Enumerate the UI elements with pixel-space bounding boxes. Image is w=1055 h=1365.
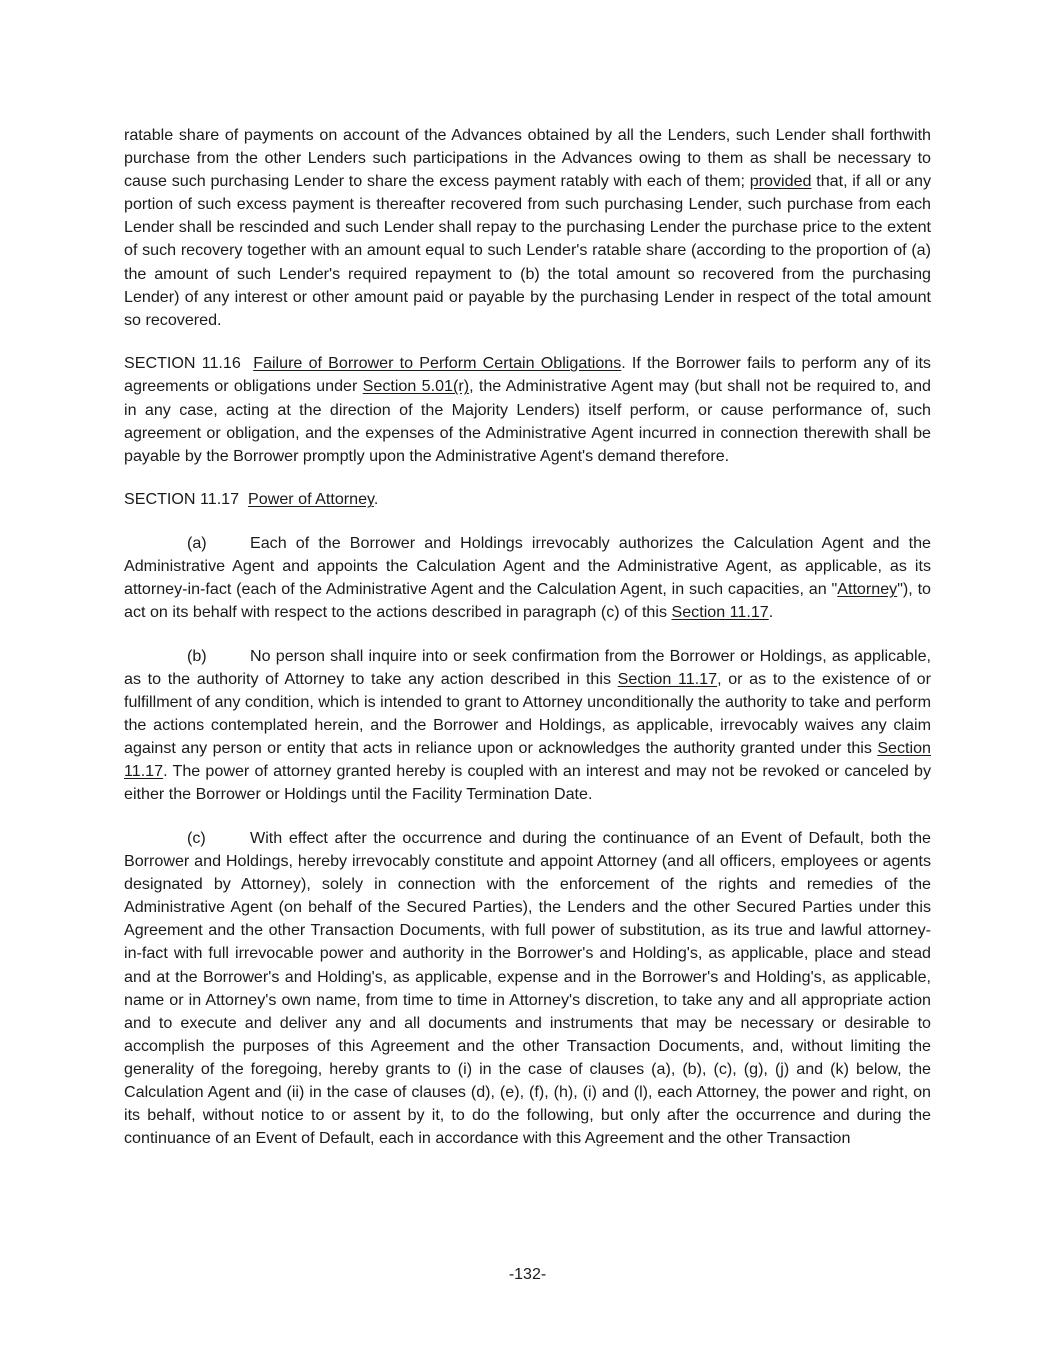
paragraph-a-text-1: Each of the Borrower and Holdings irrevocably authorizes the Calculation Agent and the Administrative Agent and appoints the Calculation Agent and the Administrative Agent, as applicable, as its attorney-in-fact (each of the Administrative Agent and the Calculation Agent, in such capacities, an "	[124, 533, 931, 599]
attorney-term: Attorney	[837, 580, 898, 599]
paragraph-b-text-2: , or as to the existence of or fulfillment of any condition, which is intended to grant to Attorney unconditionally the authority to take and perform the actions contemplated herein, and the Borrower and Holdings, as applicable, irrevocably waives any claim against any person or entity that acts in reliance upon or acknowledges the authority granted under this	[124, 669, 931, 758]
section-11-17-heading: Power of Attorney	[248, 490, 374, 509]
section-11-16-text-2: , the Administrative Agent may (but shall not be required to, and in any case, acting at the direction of the Majority Lenders) itself perform, or cause performance of, such agreement or obligation, and the expenses of the Administrative Agent incurred in connection therewith shall be payable by the Borrower promptly upon the Administrative Agent's demand therefore.	[124, 377, 931, 465]
paragraph-a-text-2: "), to act on its behalf with respect to the actions described in paragraph (c) of this	[124, 580, 931, 622]
paragraph-b	[124, 645, 931, 807]
section-11-17-reference: Section 11.17	[671, 603, 769, 622]
paragraph-a-label: (a)	[187, 533, 207, 552]
paragraph-c-label: (c)	[187, 828, 206, 847]
section-11-17-reference: Section 11.17	[617, 669, 718, 688]
section-11-17-number: SECTION 11.17	[124, 490, 240, 509]
section-11-16-paragraph	[124, 352, 931, 467]
paragraph-a-text-3: .	[768, 603, 774, 622]
carryover-text-2: that, if all or any portion of such excess payment is thereafter recovered from such purchasing Lender, such purchase from each Lender shall be rescinded and such Lender shall repay to the purchasing Lender the purchase price to the extent of such recovery together with an amount equal to such Lender's ratable share (according to the proportion of (a) the amount of such Lender's required repayment to (b) the total amount so recovered from the purchasing Lender) of any interest or other amount paid or payable by the purchasing Lender in respect of the total amount so recovered.	[124, 172, 931, 329]
paragraph-b-label: (b)	[187, 646, 207, 665]
paragraph-b-text-1: No person shall inquire into or seek confirmation from the Borrower or Holdings, as applicable, as to the authority of Attorney to take any action described in this	[124, 646, 931, 688]
provided-term: provided	[749, 172, 812, 191]
section-11-16-text-1: . If the Borrower fails to perform any of its agreements or obligations under	[124, 354, 931, 396]
carryover-paragraph	[124, 124, 931, 332]
paragraph-c-text: With effect after the occurrence and during the continuance of an Event of Default, both the Borrower and Holdings, hereby irrevocably constitute and appoint Attorney (and all officers, employees or agents designated by Attorney), solely in connection with the enforcement of the rights and remedies of the Administrative Agent (on behalf of the Secured Parties), the Lenders and the other Secured Parties under this Agreement and the other Transaction Documents, with full power of substitution, as its true and lawful attorney-in-fact with full irrevocable power and authority in the Borrower's and Holding's, as applicable, place and stead and at the Borrower's and Holding's, as applicable, expense and in the Borrower's and Holding's, as applicable, name or in Attorney's own name, from time to time in Attorney's discretion, to take any and all appropriate action and to execute and deliver any and all documents and instruments that may be necessary or desirable to accomplish the purposes of this Agreement and the other Transaction Documents, and, without limiting the generality of the foregoing, hereby grants to (i) in the case of clauses (a), (b), (c), (g), (j) and (k) below, the Calculation Agent and (ii) in the case of clauses (d), (e), (f), (h), (i) and (l), each Attorney, the power and right, on its behalf, without notice to or assent by it, to do the following, but only after the occurrence and during the continuance of an Event of Default, each in accordance with this Agreement and the other Transaction	[124, 828, 931, 1148]
carryover-text-1: ratable share of payments on account of the Advances obtained by all the Lenders, such Lender shall forthwith purchase from the other Lenders such participations in the Advances owing to them as shall be necessary to cause such purchasing Lender to share the excess payment ratably with each of them;	[124, 126, 931, 191]
page-number: -132-	[508, 1266, 547, 1283]
paragraph-b-text-3: . The power of attorney granted hereby is coupled with an interest and may not be revoked or canceled by either the Borrower or Holdings until the Facility Termination Date.	[124, 762, 931, 804]
section-11-17-heading-paragraph	[124, 488, 931, 511]
section-5-01-r-reference: Section 5.01(r)	[362, 377, 470, 396]
section-11-16-heading: Failure of Borrower to Perform Certain Obligations	[253, 354, 622, 373]
paragraph-c	[124, 827, 931, 1150]
section-11-17-reference: Section 11.17	[124, 739, 931, 781]
paragraph-a	[124, 532, 931, 624]
section-11-16-number: SECTION 11.16	[124, 354, 241, 373]
section-11-17-heading-end: .	[373, 490, 379, 509]
document-body	[124, 124, 931, 1150]
